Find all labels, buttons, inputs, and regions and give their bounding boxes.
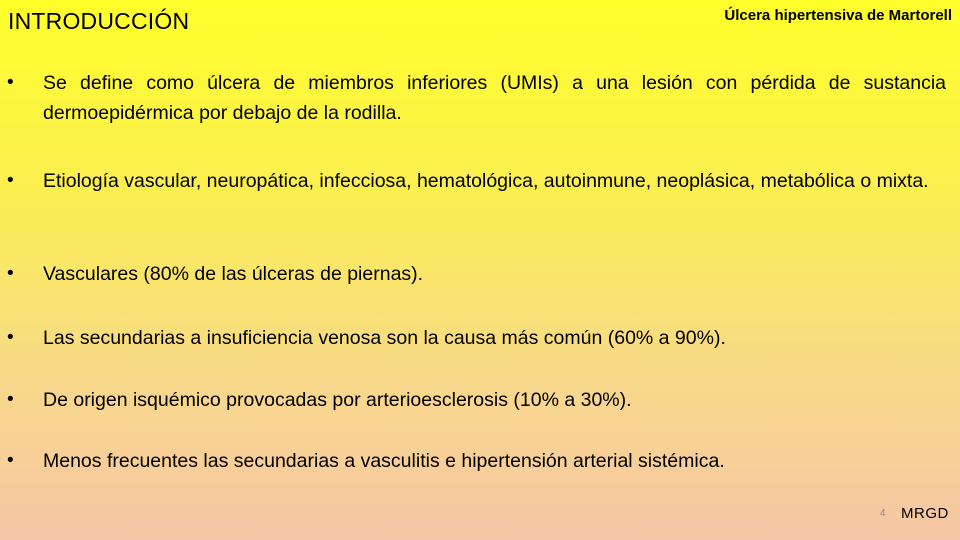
author-initials: MRGD — [901, 505, 949, 522]
slide-header-topic: Úlcera hipertensiva de Martorell — [724, 7, 952, 24]
page-number: 4 — [880, 508, 886, 519]
bullet-marker: • — [7, 450, 14, 471]
bullet-text: Se define como úlcera de miembros inferiores (UMIs) a una lesión con pérdida de sustancia dermoepidérmica por debajo de la rodilla. — [43, 72, 946, 124]
bullet-text: Etiología vascular, neuropática, infecciosa, hematológica, autoinmune, neoplásica, metabólica o mixta. — [43, 170, 929, 192]
bullet-marker: • — [7, 170, 14, 191]
slide-title: INTRODUCCIÓN — [8, 8, 190, 34]
bullet-text: Vasculares (80% de las úlceras de piernas). — [43, 263, 424, 285]
bullet-marker: • — [7, 72, 14, 93]
bullet-text: Las secundarias a insuficiencia venosa son la causa más común (60% a 90%). — [43, 327, 726, 349]
bullet-marker: • — [7, 389, 14, 410]
bullet-marker: • — [7, 263, 14, 284]
bullet-text: De origen isquémico provocadas por arterioesclerosis (10% a 30%). — [43, 389, 632, 411]
bullet-text: Menos frecuentes las secundarias a vasculitis e hipertensión arterial sistémica. — [43, 450, 725, 472]
bullet-marker: • — [7, 327, 14, 348]
